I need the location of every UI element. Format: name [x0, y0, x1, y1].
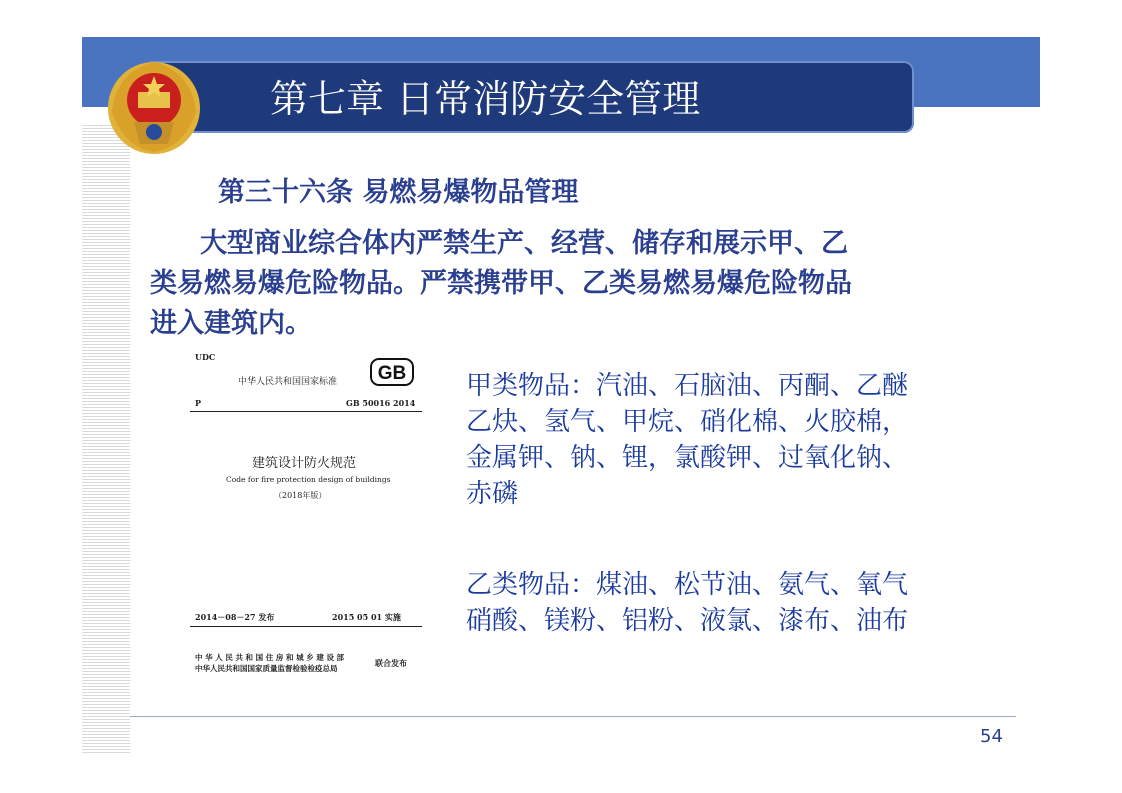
cover-rule-top [190, 411, 422, 412]
cover-p: P [195, 398, 202, 408]
class-b-line-2: 硝酸、镁粉、铝粉、液氯、漆布、油布 [466, 606, 909, 636]
para-line-3: 进入建筑内。 [150, 308, 312, 339]
fire-emblem-icon [104, 52, 204, 156]
article-heading: 第三十六条 易燃易爆物品管理 [218, 177, 579, 208]
cover-rule-bottom [190, 626, 422, 627]
cover-issuer-2: 中华人民共和国国家质量监督检验检疫总局 [195, 664, 338, 673]
cover-title-en: Code for fire protection design of buildings [226, 475, 391, 484]
cover-code: GB 50016 2014 [346, 398, 416, 408]
cover-impl-date: 2015 05 01 实施 [332, 612, 401, 622]
cover-issue-date: 2014－08－27 发布 [195, 612, 275, 622]
gb-mark: GB [377, 363, 407, 384]
cover-edition: （2018年版） [274, 491, 327, 500]
standard-cover [190, 350, 425, 680]
cover-joint: 联合发布 [375, 658, 407, 668]
cover-authority: 中华人民共和国国家标准 [238, 377, 338, 387]
class-a-list [466, 368, 1026, 512]
class-a-line-1: 甲类物品：汽油、石脑油、丙酮、乙醚 [466, 371, 909, 401]
slide-title: 第七章 日常消防安全管理 [270, 77, 701, 121]
footer-rule [130, 716, 1016, 717]
page-number: 54 [980, 726, 1003, 747]
left-stripes [82, 125, 130, 755]
article-paragraph [150, 224, 1000, 344]
cover-issuer-1: 中 华 人 民 共 和 国 住 房 和 城 乡 建 设 部 [195, 653, 345, 662]
class-b-list [466, 567, 1026, 639]
class-b-line-1: 乙类物品：煤油、松节油、氨气、氧气 [466, 570, 909, 600]
class-a-line-3: 金属钾、钠、锂，氯酸钾、过氧化钠、 [466, 443, 909, 473]
para-line-2: 类易燃易爆危险物品。严禁携带甲、乙类易燃易爆危险物品 [150, 268, 852, 299]
cover-title-cn: 建筑设计防火规范 [252, 456, 357, 471]
class-a-line-2: 乙炔、氢气、甲烷、硝化棉、火胶棉， [466, 407, 909, 437]
gb-logo-icon [370, 358, 414, 386]
para-line-1: 大型商业综合体内严禁生产、经营、储存和展示甲、乙 [200, 228, 848, 259]
cover-udc: UDC [195, 352, 216, 362]
class-a-line-4: 赤磷 [466, 479, 519, 509]
